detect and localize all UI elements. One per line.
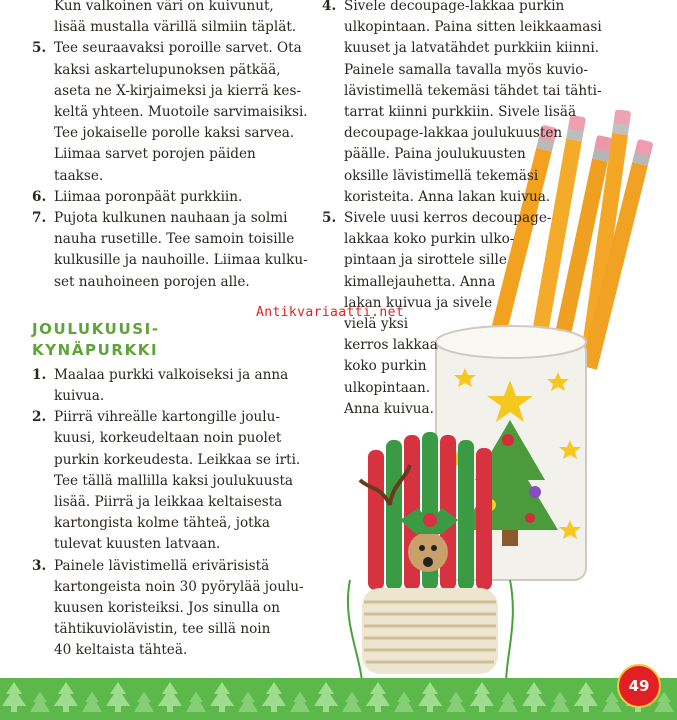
text-line: lisää mustalla värillä silmiin täplät. [54, 19, 297, 36]
text-line: Painele samalla tavalla myös kuvio- [344, 61, 589, 78]
text-line: Sivele uusi kerros decoupage- [344, 210, 552, 227]
step-number: 6. [32, 188, 47, 205]
heading-line: KYNÄPURKKI [32, 340, 159, 359]
page-number-badge: 49 [617, 664, 661, 708]
text-line: ulkopintaan. Paina sitten leikkaamasi [344, 19, 602, 36]
text-line: kimallejauhetta. Anna [344, 273, 496, 290]
step-item [322, 0, 602, 208]
text-line: nauha rusetille. Tee samoin toisille [54, 231, 295, 248]
text-line: Pujota kulkunen nauhaan ja solmi [54, 210, 288, 227]
left-column [32, 0, 308, 662]
text-line: kaksi askartelupunoksen pätkää, [54, 61, 281, 78]
watermark-text: Antikvariaatti.net [256, 305, 405, 320]
reindeer-jar [348, 432, 513, 700]
text-line: Anna kuivua. [344, 400, 434, 417]
text-line: Piirrä vihreälle kartongille joulu- [54, 409, 280, 426]
text-line: kartongista kolme tähteä, jotka [54, 515, 270, 532]
step-number: 5. [32, 40, 47, 57]
step-number: 4. [322, 0, 337, 14]
text-line: koko purkin [344, 358, 427, 375]
text-line: lakkaa koko purkin ulko- [344, 231, 515, 248]
text-line: päälle. Paina joulukuusten [344, 146, 526, 163]
text-line: Kun valkoinen väri on kuivunut, [54, 0, 274, 14]
text-line: tulevat kuusten latvaan. [54, 536, 221, 553]
text-line: Tee tällä mallilla kaksi joulukuusta [54, 472, 294, 489]
text-line: kuusen koristeiksi. Jos sinulla on [54, 600, 280, 617]
text-line: kerros lakkaa [344, 337, 438, 354]
text-line: Tee seuraavaksi poroille sarvet. Ota [54, 40, 302, 57]
text-line: Tee jokaiselle porolle kaksi sarvea. [54, 125, 295, 142]
step-item [32, 38, 308, 186]
text-line: oksille lävistimellä tekemäsi [344, 167, 539, 184]
text-line: Maalaa purkki valkoiseksi ja anna [54, 366, 289, 383]
step-item [32, 187, 304, 208]
text-line: koristeita. Anna lakan kuivua. [344, 188, 551, 205]
text-line: aseta ne X-kirjaimeksi ja kierrä kes- [54, 82, 302, 99]
text-line: kuuset ja latvatähdet purkkiin kiinni. [344, 40, 600, 57]
step-number: 3. [32, 557, 47, 574]
text-line: 40 keltaista tähteä. [54, 642, 188, 659]
step-item [32, 365, 304, 407]
text-line: tähtikuviolävistin, tee sillä noin [54, 621, 271, 638]
text-line: decoupage-lakkaa joulukuusten [344, 125, 563, 142]
step-item [32, 407, 304, 555]
text-line: kartongeista noin 30 pyörylää joulu- [54, 578, 304, 595]
text-line: vielä yksi [344, 316, 409, 333]
text-line: lävistimellä tekemäsi tähdet tai tähti- [344, 82, 602, 99]
intro-text [54, 0, 304, 38]
text-line: set nauhoineen porojen alle. [54, 273, 250, 290]
reindeer-steps-list [32, 38, 308, 292]
step-number: 5. [322, 210, 337, 227]
text-line: purkin korkeudesta. Leikkaa se irti. [54, 451, 301, 468]
text-line: ulkopintaan. [344, 379, 431, 396]
heading-line: JOULUKUUSI- [32, 319, 160, 338]
text-line: taakse. [54, 167, 104, 184]
text-line: Sivele decoupage-lakkaa purkin [344, 0, 565, 14]
text-line: Liimaa sarvet porojen päiden [54, 146, 256, 163]
text-line: kuivua. [54, 388, 105, 405]
tree-pattern-border [0, 678, 677, 720]
text-line: lisää. Piirrä ja leikkaa keltaisesta [54, 494, 283, 511]
text-line: kuusi, korkeudeltaan noin puolet [54, 430, 282, 447]
step-number: 2. [32, 409, 47, 426]
tree-pattern-icon [0, 678, 677, 720]
pencil-jar-steps-continued [322, 0, 602, 420]
text-line: Liimaa poronpäät purkkiin. [54, 188, 243, 205]
text-line: kulkusille ja nauhoille. Liimaa kulku- [54, 252, 308, 269]
pencil-jar-steps-list [32, 365, 304, 662]
right-column [322, 0, 602, 420]
text-line: pintaan ja sirottele sille [344, 252, 507, 269]
text-line: tarrat kiinni purkkiin. Sivele lisää [344, 104, 577, 121]
text-line: lakan kuivua ja sivele [344, 294, 493, 311]
text-line: Painele lävistimellä erivärisistä [54, 557, 270, 574]
step-number: 7. [32, 210, 47, 227]
step-number: 1. [32, 366, 47, 383]
step-item [32, 208, 308, 293]
section-heading [32, 319, 304, 361]
step-item [32, 556, 304, 662]
text-line: keltä yhteen. Muotoile sarvimaisiksi. [54, 104, 308, 121]
